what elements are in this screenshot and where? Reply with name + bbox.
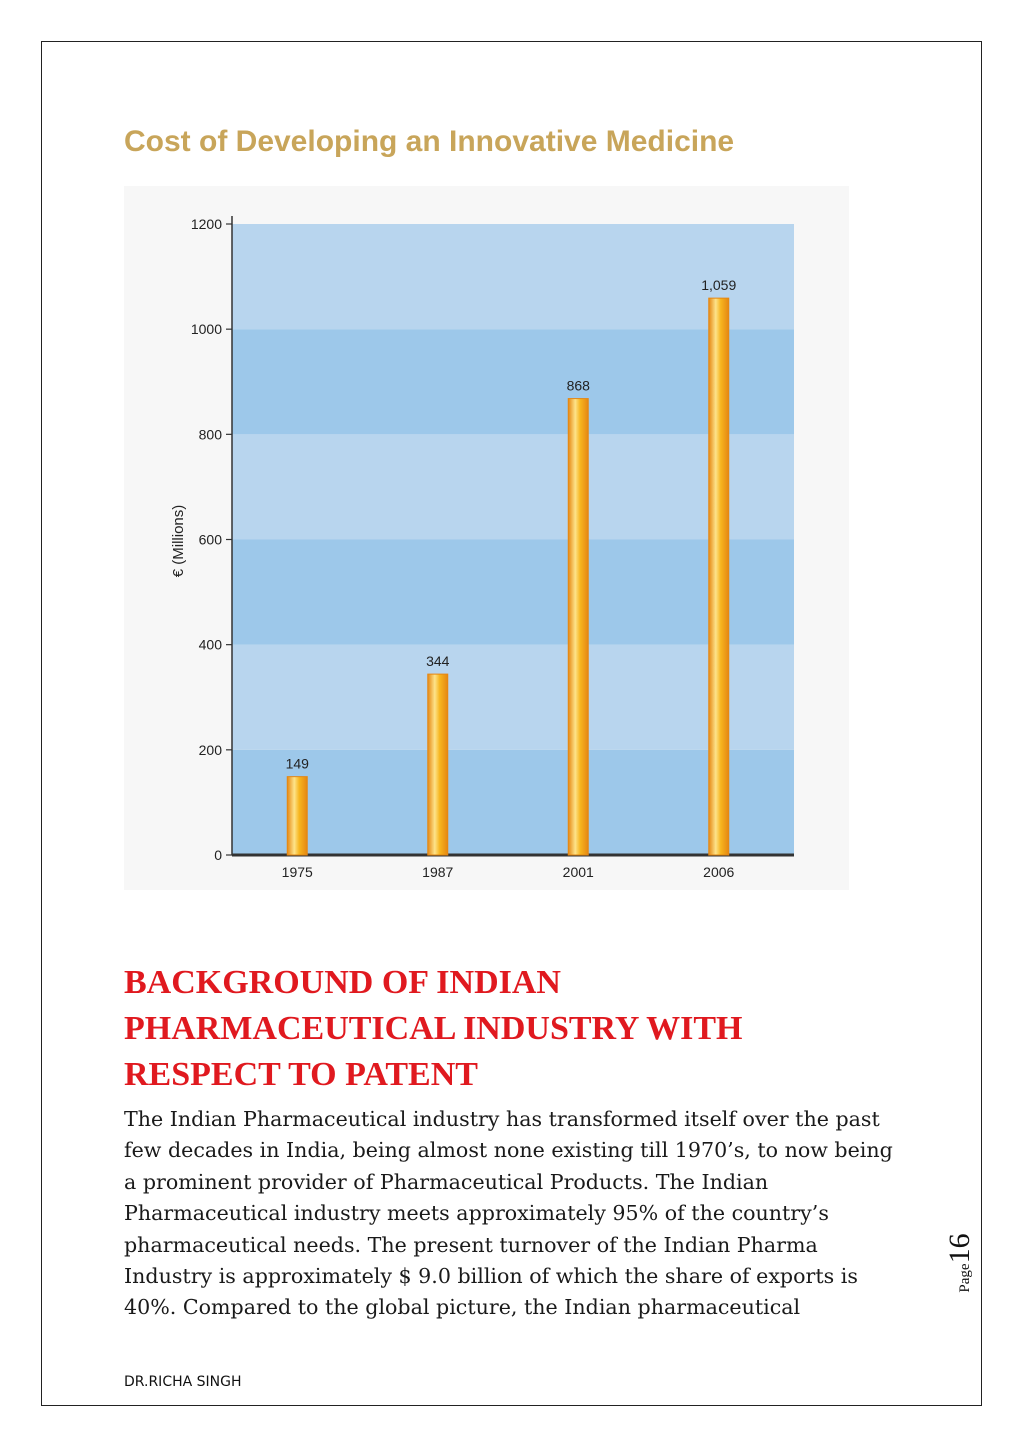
bar xyxy=(709,298,729,855)
chart-svg xyxy=(124,186,849,890)
bar-chart xyxy=(124,186,849,890)
y-tick-label: 0 xyxy=(214,847,222,863)
paragraph-line: Pharmaceutical industry meets approximately 95% of the country’s xyxy=(124,1201,829,1226)
y-tick-label: 800 xyxy=(198,426,222,443)
y-tick-label: 200 xyxy=(198,741,222,758)
paragraph-line: pharmaceutical needs. The present turnover of the Indian Pharma xyxy=(124,1232,818,1257)
bar-value-label: 868 xyxy=(566,377,590,394)
body-paragraph xyxy=(124,1104,924,1324)
section-heading: BACKGROUND OF INDIAN PHARMACEUTICAL INDUSTRY WITH RESPECT TO PATENT xyxy=(124,964,743,1093)
paragraph-line: 40%. Compared to the global picture, the Indian pharmaceutical xyxy=(124,1295,801,1320)
y-tick-label: 1200 xyxy=(190,216,222,232)
y-tick-label: 600 xyxy=(198,531,222,548)
paragraph-line: The Indian Pharmaceutical industry has transformed itself over the past xyxy=(124,1107,880,1131)
page-number-value: 16 xyxy=(943,1233,976,1264)
y-tick-label: 400 xyxy=(198,636,222,653)
bar-value-label: 149 xyxy=(285,755,309,772)
paragraph-line: Industry is approximately $ 9.0 billion of which the share of exports is xyxy=(124,1264,858,1289)
author-footer: DR.RICHA SINGH xyxy=(124,1374,242,1390)
bar xyxy=(568,399,588,855)
paragraph-line: few decades in India, being almost none existing till 1970’s, to now being xyxy=(124,1138,893,1163)
page-number xyxy=(943,1218,1003,1308)
bar-value-label: 1,059 xyxy=(701,277,737,294)
bar-value-label: 344 xyxy=(426,653,450,670)
x-tick-label: 1987 xyxy=(422,864,454,880)
page-label: Page xyxy=(957,1263,973,1293)
bar xyxy=(287,777,307,855)
bar xyxy=(428,674,448,855)
paragraph-line: a prominent provider of Pharmaceutical Products. The Indian xyxy=(124,1169,769,1194)
x-tick-label: 2001 xyxy=(562,864,594,880)
x-tick-label: 2006 xyxy=(703,864,735,880)
x-tick-label: 1975 xyxy=(281,864,313,880)
y-tick-label: 1000 xyxy=(190,321,222,338)
chart-title: Cost of Developing an Innovative Medicine xyxy=(124,125,735,158)
y-axis-label: € (Millions) xyxy=(170,504,187,578)
